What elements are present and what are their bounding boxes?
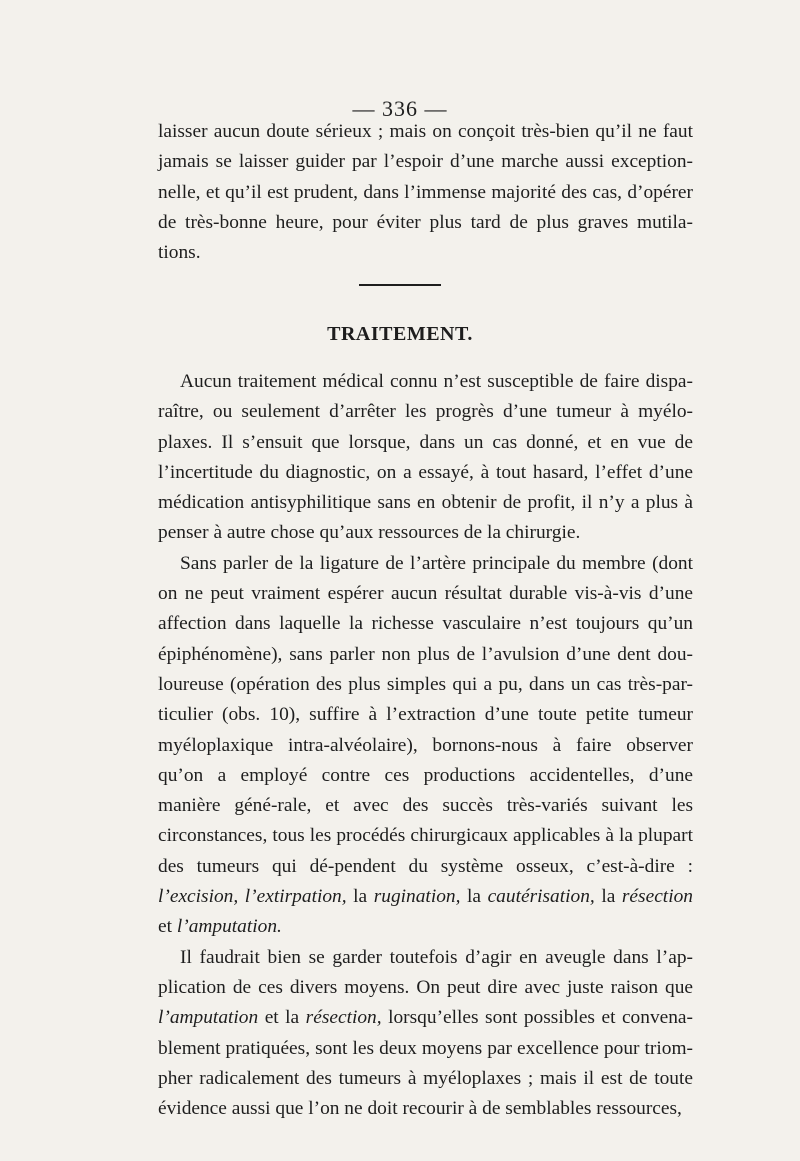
- term-resection: résection: [621, 886, 693, 908]
- term-extirpation: l’extirpation,: [244, 886, 347, 908]
- paragraph-3-text-b: lorsqu’elles sont possibles et convena-blement pratiquées, sont les deux moyens par excellence pour triom-pher radicalement des tumeurs à myéloplaxes ; mais il est de toute évidence aussi que l’on ne doit recourir à de semblables ressources,: [158, 1007, 693, 1120]
- section-heading: TRAITEMENT.: [327, 323, 473, 345]
- intro-paragraph: laisser aucun doute sérieux ; mais on conçoit très-bien qu’il ne faut jamais se laisser guider par l’espoir d’une marche aussi exception-nelle, et qu’il est prudent, dans l’immense majorité des cas, d’opérer de très-bonne heure, pour éviter plus tard de plus graves mutila-tions.: [158, 121, 693, 264]
- paragraph-2: [158, 549, 693, 943]
- term-amputation: l’amputation: [158, 1007, 259, 1029]
- term-resection: résection,: [305, 1007, 382, 1029]
- paragraph-1: Aucun traitement médical connu n’est susceptible de faire dispa-raître, ou seulement d’arrêter les progrès d’une tumeur à myélo-plaxes. Il s’ensuit que lorsque, dans un cas donné, et en vue de l’incertitude du diagnostic, on a essayé, à tout hasard, l’effet d’une médication antisyphilitique sans en obtenir de profit, il n’y a plus à penser à autre chose qu’aux ressources de la chirurgie.: [158, 371, 693, 544]
- article-la: la: [467, 886, 482, 908]
- main-text-block: [158, 367, 693, 1124]
- term-excision: l’excision,: [158, 886, 239, 908]
- article-la: la: [353, 886, 368, 908]
- intro-text-block: [158, 117, 693, 268]
- term-rugination: rugination,: [373, 886, 461, 908]
- paragraph-3: [158, 943, 693, 1125]
- paragraph-2-text: Sans parler de la ligature de l’artère principale du membre (dont on ne peut vraiment espérer aucun résultat durable vis-à-vis d’une affection dans laquelle la richesse vasculaire n’est toujours qu’un épiphénomène), sans parler non plus de l’avulsion d’une dent dou-loureuse (opération des plus simples qui a pu, dans un cas très-par-ticulier (obs. 10), suffire à l’extraction d’une toute petite tumeur myéloplaxique intra-alvéolaire), bornons-nous à faire observer qu’on a employé contre ces productions accidentelles, d’une manière géné-rale, et avec des succès très-variés suivant les circonstances, tous les procédés chirurgicaux applicables à la plupart des tumeurs qui dé-pendent du système osseux, c’est-à-dire :: [158, 552, 693, 877]
- page-number: — 336 —: [352, 96, 448, 121]
- term-amputation: l’amputation.: [176, 916, 282, 938]
- conjunction-et-la: et la: [264, 1007, 300, 1029]
- article-la: la: [601, 886, 616, 908]
- section-divider: [359, 284, 441, 286]
- term-cauterisation: cautérisation,: [487, 886, 595, 908]
- conjunction-et: et: [158, 916, 172, 938]
- paragraph-3-text-a: Il faudrait bien se garder toutefois d’agir en aveugle dans l’ap-plication de ces divers moyens. On peut dire avec juste raison que: [158, 946, 693, 998]
